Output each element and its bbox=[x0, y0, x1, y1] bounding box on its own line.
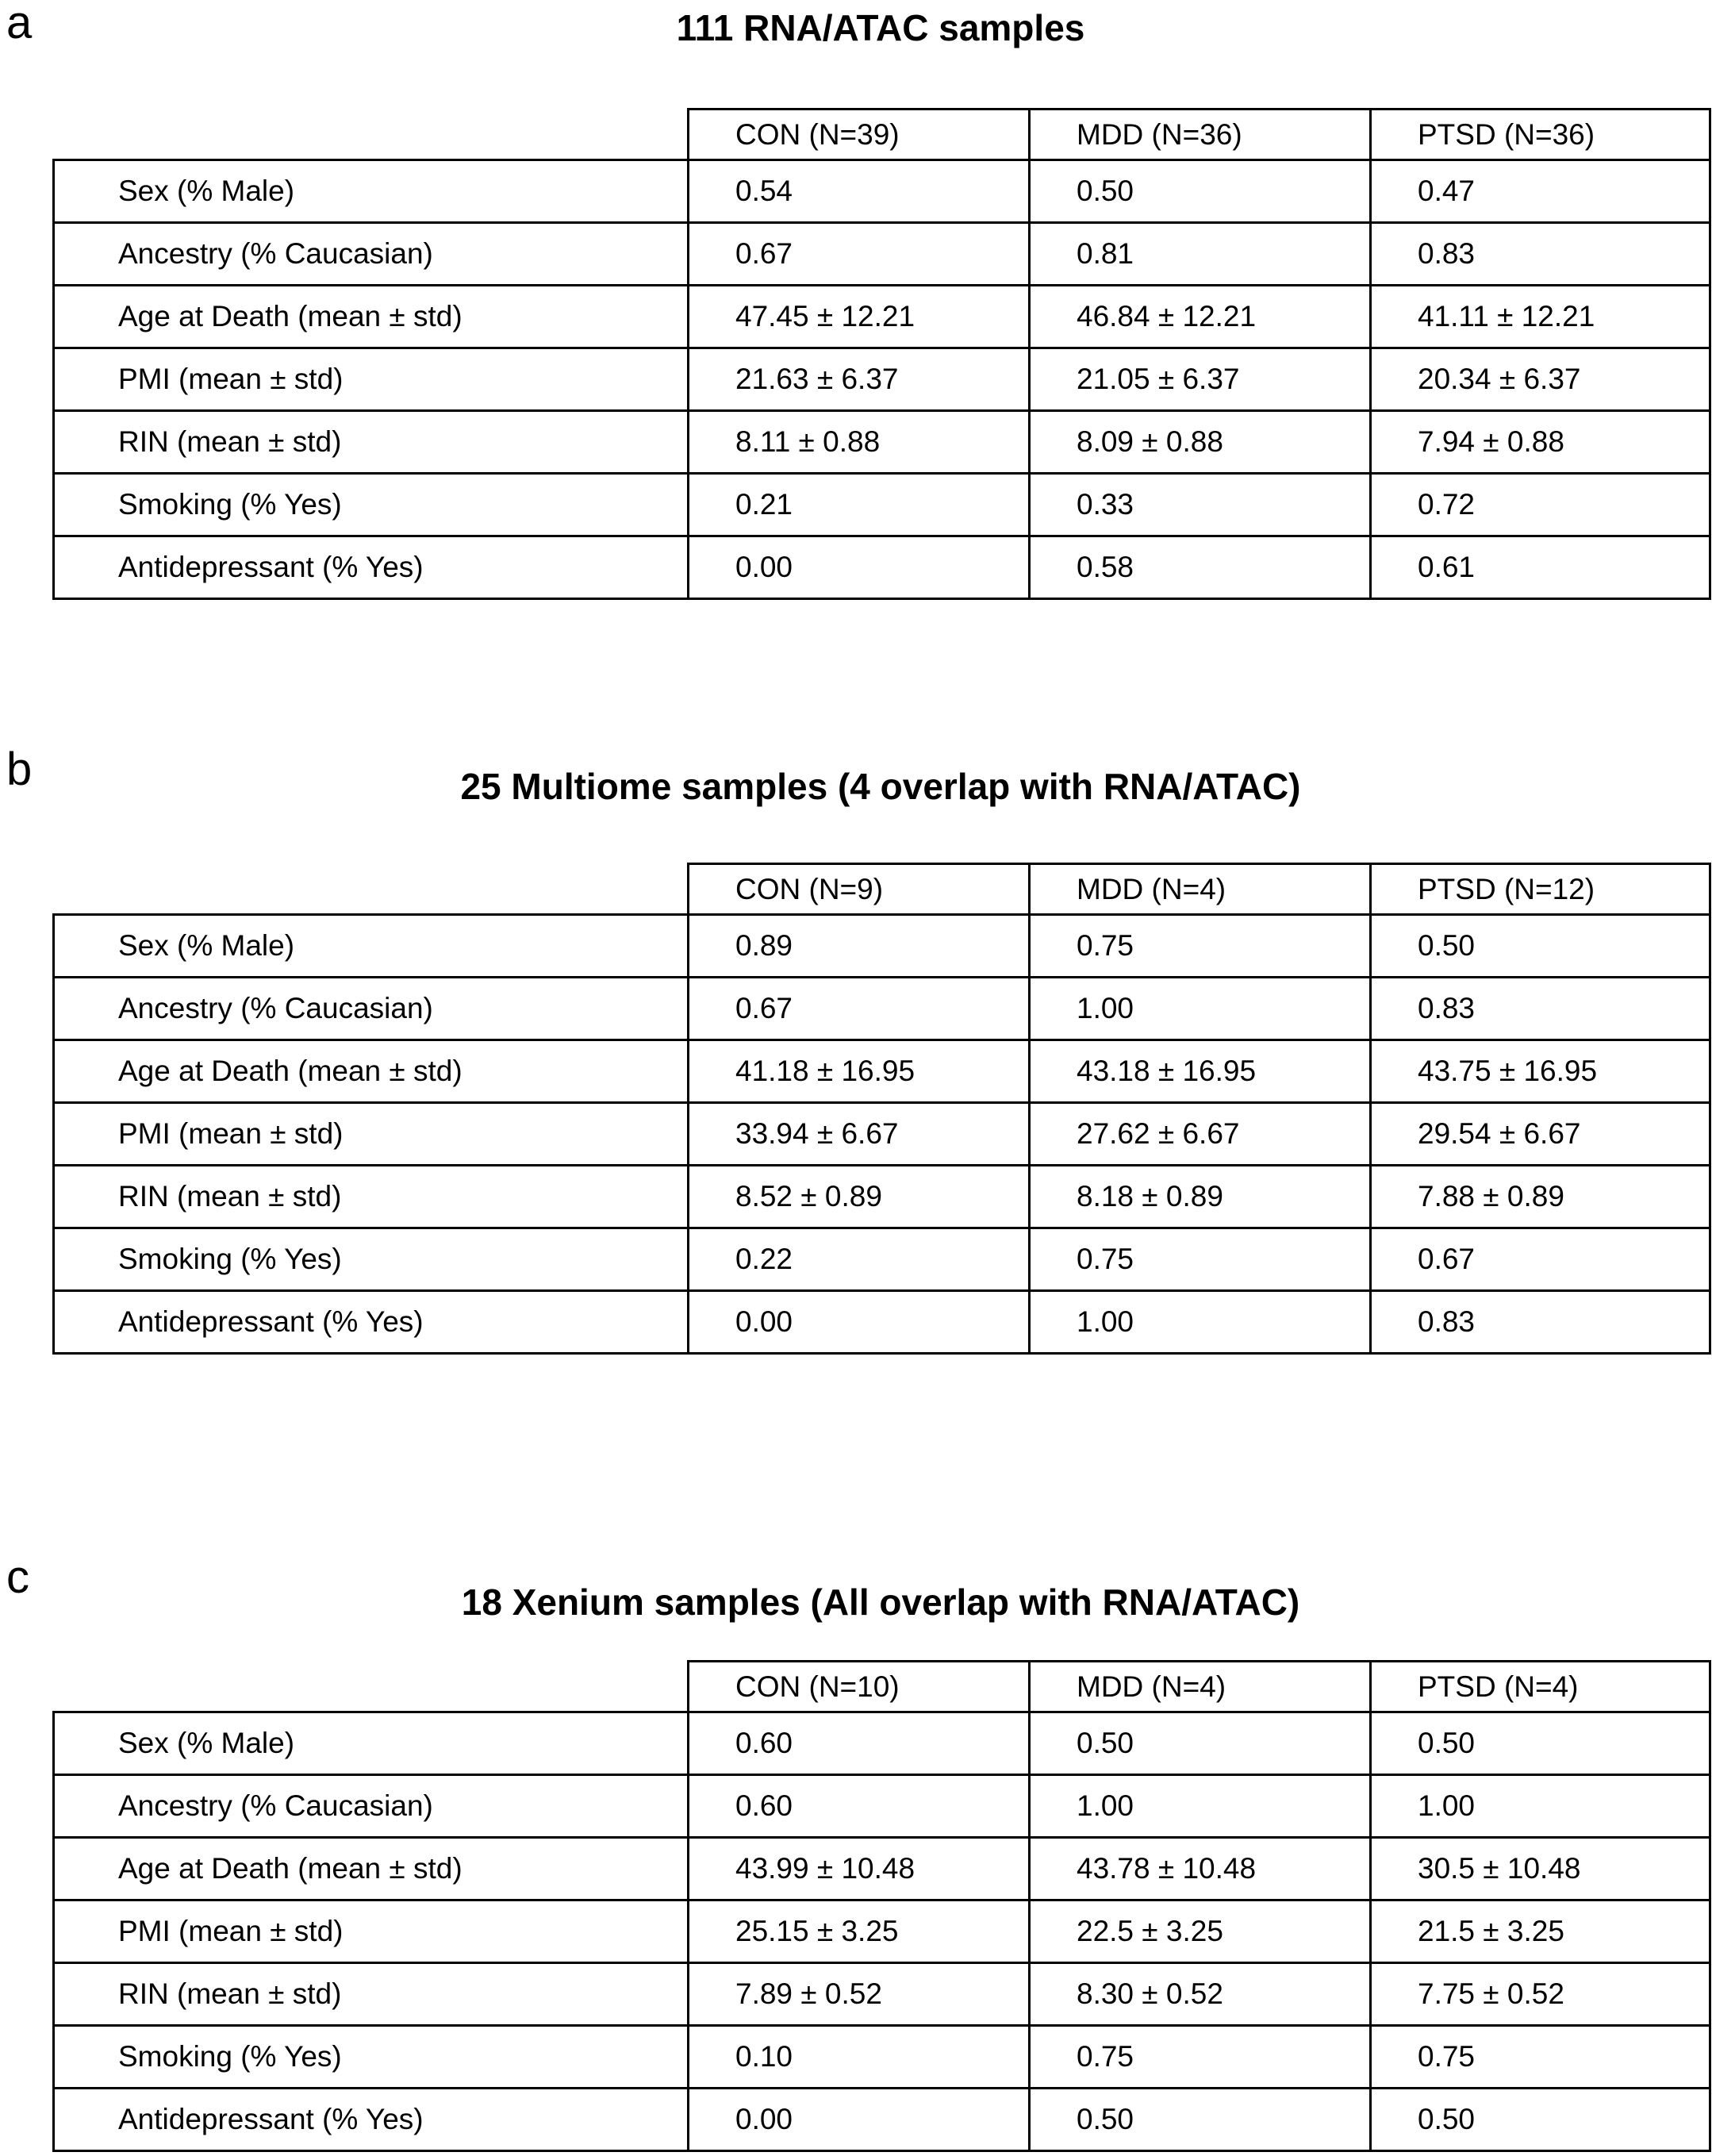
value-cell: 8.52 ± 0.89 bbox=[689, 1166, 1030, 1228]
value-cell: 27.62 ± 6.67 bbox=[1030, 1103, 1371, 1166]
value-cell: 0.67 bbox=[689, 223, 1030, 286]
table-row bbox=[54, 1775, 1710, 1838]
column-header-mdd: MDD (N=4) bbox=[1030, 1662, 1371, 1712]
table-row bbox=[54, 1040, 1710, 1103]
value-cell: 0.00 bbox=[689, 1291, 1030, 1354]
value-cell: 41.11 ± 12.21 bbox=[1371, 286, 1710, 348]
corner-cell bbox=[54, 1662, 689, 1712]
row-label-cell: Smoking (% Yes) bbox=[54, 2026, 689, 2089]
column-header-mdd: MDD (N=36) bbox=[1030, 110, 1371, 160]
value-cell: 0.75 bbox=[1030, 2026, 1371, 2089]
column-header-ptsd: PTSD (N=12) bbox=[1371, 864, 1710, 915]
column-header-mdd: MDD (N=4) bbox=[1030, 864, 1371, 915]
table-row bbox=[54, 348, 1710, 411]
row-label-cell: RIN (mean ± std) bbox=[54, 411, 689, 474]
row-label-cell: PMI (mean ± std) bbox=[54, 1103, 689, 1166]
table-row bbox=[54, 223, 1710, 286]
value-cell: 7.88 ± 0.89 bbox=[1371, 1166, 1710, 1228]
value-cell: 0.22 bbox=[689, 1228, 1030, 1291]
value-cell: 0.67 bbox=[689, 978, 1030, 1040]
value-cell: 0.50 bbox=[1371, 2089, 1710, 2151]
value-cell: 47.45 ± 12.21 bbox=[689, 286, 1030, 348]
panel-title-a: 111 RNA/ATAC samples bbox=[676, 7, 1085, 48]
table-rna-atac-samples bbox=[52, 108, 1711, 600]
row-label-cell: Smoking (% Yes) bbox=[54, 474, 689, 536]
corner-cell bbox=[54, 110, 689, 160]
value-cell: 46.84 ± 12.21 bbox=[1030, 286, 1371, 348]
value-cell: 8.11 ± 0.88 bbox=[689, 411, 1030, 474]
table-multiome-samples bbox=[52, 863, 1711, 1355]
value-cell: 0.00 bbox=[689, 536, 1030, 599]
table-row bbox=[54, 1291, 1710, 1354]
column-header-ptsd: PTSD (N=36) bbox=[1371, 110, 1710, 160]
table-row bbox=[54, 286, 1710, 348]
value-cell: 1.00 bbox=[1371, 1775, 1710, 1838]
value-cell: 43.99 ± 10.48 bbox=[689, 1838, 1030, 1900]
panel-label-c: c bbox=[6, 1551, 29, 1603]
table-row bbox=[54, 1712, 1710, 1775]
table-row bbox=[54, 536, 1710, 599]
value-cell: 8.30 ± 0.52 bbox=[1030, 1963, 1371, 2026]
table-row bbox=[54, 2089, 1710, 2151]
value-cell: 0.50 bbox=[1030, 160, 1371, 223]
row-label-cell: Antidepressant (% Yes) bbox=[54, 536, 689, 599]
value-cell: 0.50 bbox=[1371, 915, 1710, 978]
table-row bbox=[54, 1900, 1710, 1963]
value-cell: 0.75 bbox=[1371, 2026, 1710, 2089]
value-cell: 25.15 ± 3.25 bbox=[689, 1900, 1030, 1963]
value-cell: 0.61 bbox=[1371, 536, 1710, 599]
table-row bbox=[54, 1228, 1710, 1291]
table-row bbox=[54, 411, 1710, 474]
row-label-cell: Antidepressant (% Yes) bbox=[54, 2089, 689, 2151]
value-cell: 43.18 ± 16.95 bbox=[1030, 1040, 1371, 1103]
value-cell: 33.94 ± 6.67 bbox=[689, 1103, 1030, 1166]
column-header-ptsd: PTSD (N=4) bbox=[1371, 1662, 1710, 1712]
value-cell: 0.00 bbox=[689, 2089, 1030, 2151]
table-row bbox=[54, 1963, 1710, 2026]
row-label-cell: RIN (mean ± std) bbox=[54, 1963, 689, 2026]
table-row bbox=[54, 915, 1710, 978]
row-label-cell: PMI (mean ± std) bbox=[54, 1900, 689, 1963]
table-row bbox=[54, 474, 1710, 536]
value-cell: 1.00 bbox=[1030, 1775, 1371, 1838]
value-cell: 0.83 bbox=[1371, 1291, 1710, 1354]
value-cell: 0.58 bbox=[1030, 536, 1371, 599]
value-cell: 0.60 bbox=[689, 1712, 1030, 1775]
row-label-cell: RIN (mean ± std) bbox=[54, 1166, 689, 1228]
value-cell: 0.50 bbox=[1030, 1712, 1371, 1775]
value-cell: 0.81 bbox=[1030, 223, 1371, 286]
value-cell: 21.05 ± 6.37 bbox=[1030, 348, 1371, 411]
value-cell: 7.94 ± 0.88 bbox=[1371, 411, 1710, 474]
corner-cell bbox=[54, 864, 689, 915]
value-cell: 0.89 bbox=[689, 915, 1030, 978]
value-cell: 41.18 ± 16.95 bbox=[689, 1040, 1030, 1103]
table-row bbox=[54, 1838, 1710, 1900]
table-xenium-samples bbox=[52, 1660, 1711, 2152]
value-cell: 0.83 bbox=[1371, 223, 1710, 286]
row-label-cell: PMI (mean ± std) bbox=[54, 348, 689, 411]
row-label-cell: Antidepressant (% Yes) bbox=[54, 1291, 689, 1354]
value-cell: 7.89 ± 0.52 bbox=[689, 1963, 1030, 2026]
table-row bbox=[54, 978, 1710, 1040]
table-row bbox=[54, 2026, 1710, 2089]
table-header-row bbox=[54, 864, 1710, 915]
table-header-row bbox=[54, 110, 1710, 160]
value-cell: 0.21 bbox=[689, 474, 1030, 536]
value-cell: 7.75 ± 0.52 bbox=[1371, 1963, 1710, 2026]
value-cell: 0.60 bbox=[689, 1775, 1030, 1838]
table-row bbox=[54, 160, 1710, 223]
row-label-cell: Sex (% Male) bbox=[54, 915, 689, 978]
panel-title-b: 25 Multiome samples (4 overlap with RNA/ATAC) bbox=[460, 766, 1301, 807]
row-label-cell: Ancestry (% Caucasian) bbox=[54, 1775, 689, 1838]
value-cell: 1.00 bbox=[1030, 1291, 1371, 1354]
value-cell: 0.47 bbox=[1371, 160, 1710, 223]
panel-label-a: a bbox=[6, 0, 33, 48]
value-cell: 0.50 bbox=[1030, 2089, 1371, 2151]
value-cell: 8.18 ± 0.89 bbox=[1030, 1166, 1371, 1228]
table-row bbox=[54, 1103, 1710, 1166]
value-cell: 30.5 ± 10.48 bbox=[1371, 1838, 1710, 1900]
row-label-cell: Sex (% Male) bbox=[54, 1712, 689, 1775]
row-label-cell: Ancestry (% Caucasian) bbox=[54, 978, 689, 1040]
value-cell: 0.10 bbox=[689, 2026, 1030, 2089]
column-header-con: CON (N=10) bbox=[689, 1662, 1030, 1712]
value-cell: 8.09 ± 0.88 bbox=[1030, 411, 1371, 474]
value-cell: 43.78 ± 10.48 bbox=[1030, 1838, 1371, 1900]
value-cell: 0.50 bbox=[1371, 1712, 1710, 1775]
value-cell: 21.63 ± 6.37 bbox=[689, 348, 1030, 411]
row-label-cell: Age at Death (mean ± std) bbox=[54, 1040, 689, 1103]
row-label-cell: Smoking (% Yes) bbox=[54, 1228, 689, 1291]
row-label-cell: Ancestry (% Caucasian) bbox=[54, 223, 689, 286]
table-row bbox=[54, 1166, 1710, 1228]
value-cell: 0.54 bbox=[689, 160, 1030, 223]
panel-title-c: 18 Xenium samples (All overlap with RNA/ATAC) bbox=[461, 1581, 1300, 1623]
value-cell: 43.75 ± 16.95 bbox=[1371, 1040, 1710, 1103]
value-cell: 21.5 ± 3.25 bbox=[1371, 1900, 1710, 1963]
value-cell: 29.54 ± 6.67 bbox=[1371, 1103, 1710, 1166]
row-label-cell: Age at Death (mean ± std) bbox=[54, 286, 689, 348]
row-label-cell: Age at Death (mean ± std) bbox=[54, 1838, 689, 1900]
column-header-con: CON (N=9) bbox=[689, 864, 1030, 915]
column-header-con: CON (N=39) bbox=[689, 110, 1030, 160]
value-cell: 0.33 bbox=[1030, 474, 1371, 536]
value-cell: 1.00 bbox=[1030, 978, 1371, 1040]
value-cell: 0.72 bbox=[1371, 474, 1710, 536]
row-label-cell: Sex (% Male) bbox=[54, 160, 689, 223]
panel-label-b: b bbox=[6, 744, 33, 795]
value-cell: 0.75 bbox=[1030, 915, 1371, 978]
value-cell: 0.83 bbox=[1371, 978, 1710, 1040]
table-header-row bbox=[54, 1662, 1710, 1712]
value-cell: 22.5 ± 3.25 bbox=[1030, 1900, 1371, 1963]
value-cell: 0.75 bbox=[1030, 1228, 1371, 1291]
value-cell: 0.67 bbox=[1371, 1228, 1710, 1291]
value-cell: 20.34 ± 6.37 bbox=[1371, 348, 1710, 411]
